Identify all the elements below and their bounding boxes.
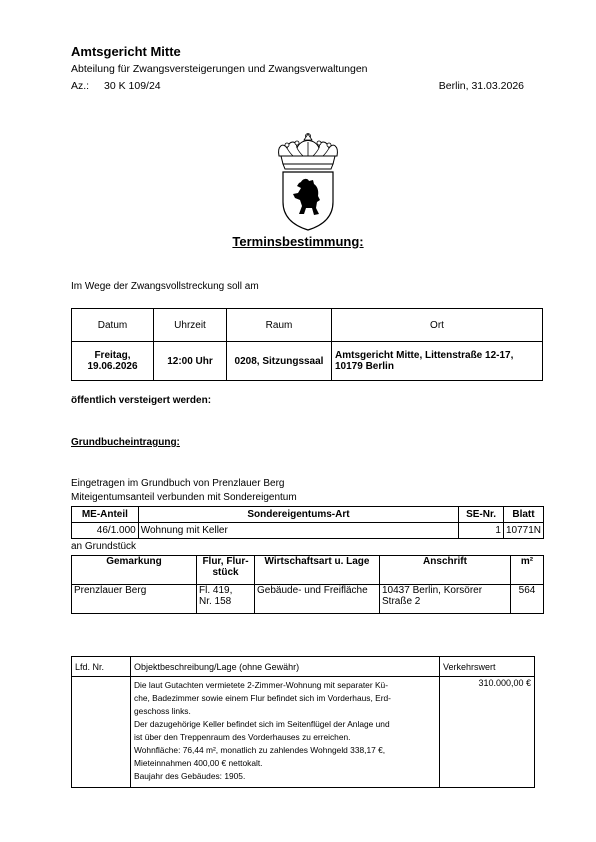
header-sheet: Blatt [503, 507, 543, 523]
place-date: Berlin, 31.03.2026 [438, 80, 524, 92]
object-description [131, 677, 440, 788]
header-place: Ort [332, 309, 543, 342]
table-row [72, 585, 544, 614]
appointment-time: 12:00 Uhr [154, 342, 227, 381]
header-date: Datum [72, 309, 154, 342]
market-value: 310.000,00 € [440, 677, 535, 788]
place-line-2: 10179 Berlin [335, 361, 394, 372]
land-register-heading: Grundbucheintragung: [71, 437, 180, 448]
auction-statement: öffentlich versteigert werden: [71, 395, 212, 406]
header-market-value: Verkehrswert [440, 657, 535, 677]
description-line: Der dazugehörige Keller befindet sich im Seitenflügel der Anlage und [134, 719, 390, 729]
description-line: Die laut Gutachten vermietete 2-Zimmer-Wohnung mit separater Kü- [134, 680, 388, 690]
header-flur [197, 556, 255, 585]
plot-address [380, 585, 511, 614]
document-title: Terminsbestimmung: [232, 234, 364, 249]
header-flur-line2: stück [212, 567, 239, 578]
description-line: geschoss links. [134, 706, 191, 716]
header-time: Uhrzeit [154, 309, 227, 342]
header-flur-line1: Flur, Flur- [202, 556, 249, 567]
share-value: 46/1.000 [72, 523, 139, 539]
header-number: Lfd. Nr. [72, 657, 131, 677]
gemarkung: Prenzlauer Berg [72, 585, 197, 614]
address-line2: Straße 2 [382, 596, 421, 607]
description-line: Wohnfläche: 76,44 m², monatlich zu zahlendes Wohngeld 338,17 €, [134, 745, 386, 755]
ground-label: an Grundstück [71, 541, 137, 552]
description-line: Mieteinnahmen 400,00 € nettokalt. [134, 758, 263, 768]
description-line: ist über den Treppenraum des Vorderhauses zu erreichen. [134, 732, 351, 742]
date-weekday: Freitag, [94, 350, 131, 361]
appointment-date [72, 342, 154, 381]
table-row [72, 677, 535, 788]
berlin-coat-of-arms-icon [273, 128, 343, 232]
sheet-number: 10771N [503, 523, 543, 539]
object-number [72, 677, 131, 788]
description-line: che, Badezimmer sowie einem Flur befindet sich im Vorderhaus, Erd- [134, 693, 391, 703]
flur-line2: Nr. 158 [199, 596, 232, 607]
court-department: Abteilung für Zwangsversteigerungen und Zwangsverwaltungen [71, 63, 368, 75]
header-se-nr: SE-Nr. [459, 507, 504, 523]
header-share: ME-Anteil [72, 507, 139, 523]
object-table [71, 656, 535, 788]
appointment-place [332, 342, 543, 381]
header-gemarkung: Gemarkung [72, 556, 197, 585]
se-number: 1 [459, 523, 504, 539]
place-line-1: Amtsgericht Mitte, Littenstraße 12-17, [335, 350, 514, 361]
address-line1: 10437 Berlin, Korsörer [382, 585, 483, 596]
appointment-room: 0208, Sitzungssaal [227, 342, 332, 381]
header-address: Anschrift [380, 556, 511, 585]
date-value: 19.06.2026 [87, 361, 138, 372]
header-area: m² [511, 556, 544, 585]
appointment-table [71, 308, 543, 381]
share-table [71, 506, 544, 539]
flur-line1: Fl. 419, [199, 585, 233, 596]
plot-table [71, 555, 544, 614]
header-usage: Wirtschaftsart u. Lage [255, 556, 380, 585]
court-name: Amtsgericht Mitte [71, 44, 181, 59]
description-line: Baujahr des Gebäudes: 1905. [134, 771, 246, 781]
table-row [72, 523, 544, 539]
ownership-type: Wohnung mit Keller [138, 523, 458, 539]
share-description: Miteigentumsanteil verbunden mit Sondereigentum [71, 492, 297, 503]
usage-type: Gebäude- und Freifläche [255, 585, 380, 614]
intro-text: Im Wege der Zwangsvollstreckung soll am [71, 281, 259, 292]
file-number: 30 K 109/24 [104, 80, 161, 92]
header-description: Objektbeschreibung/Lage (ohne Gewähr) [131, 657, 440, 677]
plot-area: 564 [511, 585, 544, 614]
file-number-label: Az.: [71, 80, 90, 92]
header-ownership-type: Sondereigentums-Art [138, 507, 458, 523]
registered-in: Eingetragen im Grundbuch von Prenzlauer Berg [71, 478, 285, 489]
flur-plot [197, 585, 255, 614]
header-room: Raum [227, 309, 332, 342]
